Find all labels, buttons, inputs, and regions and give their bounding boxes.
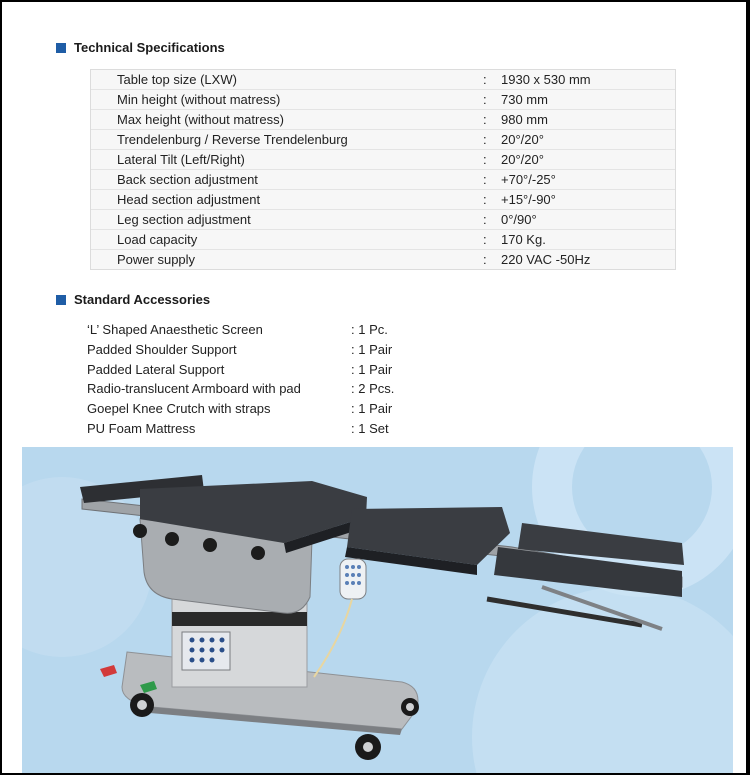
accessory-quantity: : 1 Pc. xyxy=(351,322,388,338)
technical-heading xyxy=(56,40,225,55)
spec-row xyxy=(91,130,675,150)
spec-value: 220 VAC -50Hz xyxy=(501,252,591,267)
accessory-quantity: : 2 Pcs. xyxy=(351,381,395,397)
spec-row xyxy=(91,110,675,130)
spec-colon: : xyxy=(483,132,487,147)
spec-colon: : xyxy=(483,92,487,107)
spec-value: 20°/20° xyxy=(501,132,544,147)
operating-table-photo xyxy=(22,447,733,773)
spec-row xyxy=(91,150,675,170)
spec-label: Lateral Tilt (Left/Right) xyxy=(117,152,245,167)
spec-row xyxy=(91,190,675,210)
spec-row xyxy=(91,170,675,190)
accessory-quantity: : 1 Set xyxy=(351,420,389,436)
spec-label: Back section adjustment xyxy=(117,172,258,187)
spec-label: Head section adjustment xyxy=(117,192,261,207)
spec-value: 170 Kg. xyxy=(501,232,546,247)
spec-value: 1930 x 530 mm xyxy=(501,72,591,87)
spec-value: +15°/-90° xyxy=(501,192,556,207)
list-item xyxy=(87,418,487,438)
spec-value: 0°/90° xyxy=(501,212,537,227)
accessory-quantity: : 1 Pair xyxy=(351,401,393,417)
technical-heading-text: Technical Specifications xyxy=(74,40,225,55)
spec-row xyxy=(91,230,675,250)
spec-colon: : xyxy=(483,72,487,87)
spec-colon: : xyxy=(483,232,487,247)
accessories-heading-text: Standard Accessories xyxy=(74,292,211,307)
accessory-label: Radio-translucent Armboard with pad xyxy=(87,381,301,397)
spec-value: +70°/-25° xyxy=(501,172,556,187)
spec-colon: : xyxy=(483,252,487,267)
spec-label: Load capacity xyxy=(117,232,198,247)
spec-colon: : xyxy=(483,152,487,167)
spec-colon: : xyxy=(483,212,487,227)
spec-row xyxy=(91,70,675,90)
list-item xyxy=(87,320,487,340)
list-item xyxy=(87,399,487,419)
spec-label: Power supply xyxy=(117,252,196,267)
square-bullet-icon xyxy=(56,43,66,53)
spec-label: Table top size (LXW) xyxy=(117,72,237,87)
spec-row xyxy=(91,250,675,269)
accessory-label: Padded Shoulder Support xyxy=(87,342,237,358)
spec-label: Max height (without matress) xyxy=(117,112,284,127)
spec-table xyxy=(90,69,676,270)
spec-value: 980 mm xyxy=(501,112,548,127)
accessories-heading xyxy=(56,292,210,307)
square-bullet-icon xyxy=(56,295,66,305)
accessory-label: PU Foam Mattress xyxy=(87,420,196,436)
spec-label: Min height (without matress) xyxy=(117,92,281,107)
accessories-list xyxy=(87,320,487,438)
list-item xyxy=(87,379,487,399)
spec-label: Leg section adjustment xyxy=(117,212,251,227)
operating-table-illustration xyxy=(22,447,733,773)
spec-label: Trendelenburg / Reverse Trendelenburg xyxy=(117,132,348,147)
spec-row xyxy=(91,90,675,110)
list-item xyxy=(87,359,487,379)
accessory-label: Goepel Knee Crutch with straps xyxy=(87,401,271,417)
spec-colon: : xyxy=(483,172,487,187)
spec-value: 20°/20° xyxy=(501,152,544,167)
accessory-quantity: : 1 Pair xyxy=(351,361,393,377)
list-item xyxy=(87,340,487,360)
spec-row xyxy=(91,210,675,230)
spec-colon: : xyxy=(483,192,487,207)
spec-colon: : xyxy=(483,112,487,127)
spec-sheet-page xyxy=(2,2,746,773)
accessory-quantity: : 1 Pair xyxy=(351,342,393,358)
accessory-label: ‘L’ Shaped Anaesthetic Screen xyxy=(87,322,263,338)
spec-value: 730 mm xyxy=(501,92,548,107)
accessory-label: Padded Lateral Support xyxy=(87,361,225,377)
